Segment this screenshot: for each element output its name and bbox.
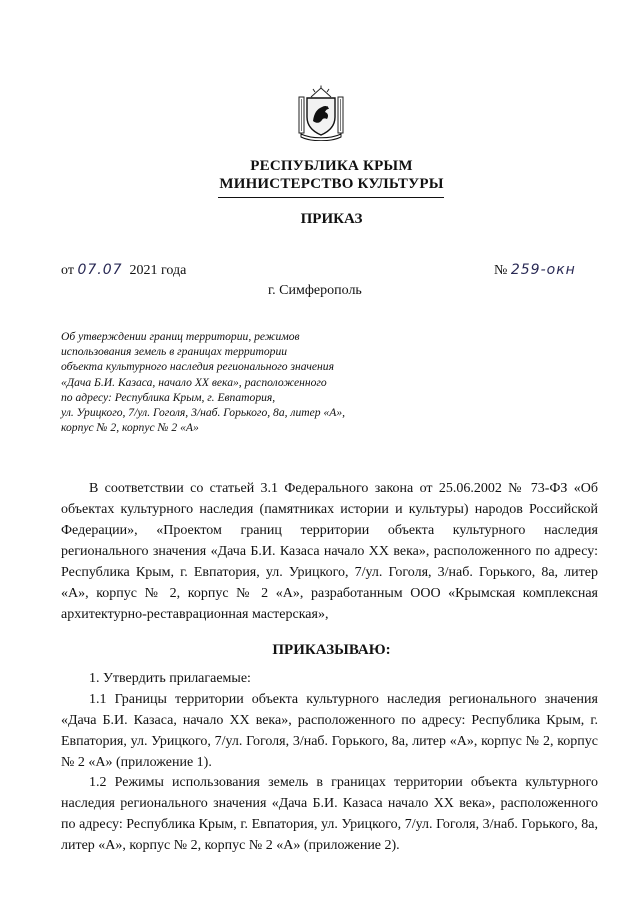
date-prefix: от <box>61 263 74 278</box>
decree-heading: ПРИКАЗЫВАЮ: <box>272 642 391 658</box>
subject-line: корпус № 2, корпус № 2 «А» <box>61 421 199 435</box>
subject-line: Об утверждении границ территории, режимов <box>61 330 300 343</box>
header-divider <box>218 197 444 198</box>
subject-line: по адресу: Республика Крым, г. Евпатория, <box>61 390 276 404</box>
order-item-1: 1. Утвердить прилагаемые: <box>89 671 251 686</box>
subject-line: использования земель в границах территории <box>61 345 288 359</box>
order-title: ПРИКАЗ <box>300 211 363 227</box>
subject-line: ул. Урицкого, 7/ул. Гоголя, 3/наб. Горького, 8а, литер «А», <box>61 406 346 420</box>
order-item-1-1: 1.1 Границы территории объекта культурного наследия регионального значения «Дача Б.И. Казаса, начало XX века», расположенного по адресу: Республика Крым, г. Евпатория, ул. Урицкого, 7/ул. Гоголя, 3/наб. Горького, 8а, литер «А», корпус № 2, корпус № 2 «А» (приложение 1). <box>61 692 598 770</box>
header-ministry: МИНИСТЕРСТВО КУЛЬТУРЫ <box>219 176 444 192</box>
handwritten-date: 07.07 <box>77 262 123 278</box>
order-date <box>61 262 186 279</box>
city-name: г. Симферополь <box>268 283 362 298</box>
subject-line: «Дача Б.И. Казаса, начало XX века», расположенного <box>61 375 327 389</box>
order-item-1-2: 1.2 Режимы использования земель в границах территории объекта культурного наследия регионального значения «Дача Б.И. Казаса начало XX века», расположенного по адресу: Республика Крым, г. Евпатория, ул. Урицкого, 7/ул. Гоголя, 3/наб. Горького, 8а, литер «А», корпус № 2, корпус № 2 «А» (приложение 2). <box>61 775 598 853</box>
order-number <box>494 262 576 279</box>
intro-paragraph: В соответствии со статьей 3.1 Федерального закона от 25.06.2002 № 73-ФЗ «Об объектах культурного наследия (памятниках истории и культуры) народов Российской Федерации», «Проектом границ территории объекта культурного наследия регионального значения «Дача Б.И. Казаса начало XX века», расположенного по адресу: Республика Крым, г. Евпатория, ул. Урицкого, 7/ул. Гоголя, 3/наб. Горького, 8а, литер «А», корпус № 2, корпус № 2 «А», разработанным ООО «Крымская комплексная архитектурно-реставрационная мастерская», <box>61 481 598 622</box>
subject-line: объекта культурного наследия регионального значения <box>61 360 334 374</box>
date-year: 2021 года <box>129 263 187 278</box>
header-republic: РЕСПУБЛИКА КРЫМ <box>250 158 413 174</box>
crimea-coat-of-arms-icon <box>297 85 345 141</box>
handwritten-number: 259-окн <box>510 262 576 278</box>
order-subject <box>61 329 391 435</box>
number-prefix: № <box>494 263 508 278</box>
